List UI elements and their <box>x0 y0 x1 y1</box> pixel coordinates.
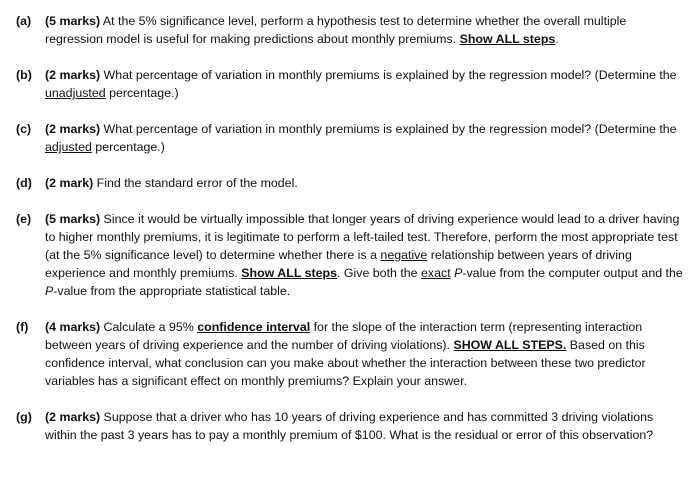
question-label: (d) <box>16 176 32 190</box>
question-label: (a) <box>16 14 32 28</box>
question-label: (c) <box>16 122 32 136</box>
question-label: (g) <box>16 410 32 424</box>
question-text <box>45 210 686 300</box>
marks: (2 marks) <box>45 410 101 424</box>
text: Suppose that a driver who has 10 years of driving experience and has committed 3 driving violations within the past 3 years has to pay a monthly premium of $100. What is the residual or error of this observation? <box>45 410 654 442</box>
question-f <box>16 318 686 390</box>
underlined-word: exact <box>421 266 451 280</box>
text: Calculate a 95% <box>100 320 198 334</box>
text: percentage.) <box>91 140 165 154</box>
question-text <box>45 174 686 192</box>
marks: (2 marks) <box>45 122 101 136</box>
question-g <box>16 408 686 444</box>
emphasis: Show ALL steps <box>459 32 556 46</box>
question-text <box>45 12 686 48</box>
question-d <box>16 174 686 192</box>
emphasis: confidence interval <box>197 320 311 334</box>
emphasis: Show ALL steps <box>241 266 337 280</box>
italic-p: P <box>454 266 463 280</box>
text: -value from the computer output and the <box>462 266 683 280</box>
marks: (5 marks) <box>45 14 101 28</box>
italic-p: P <box>45 284 54 298</box>
text: Find the standard error of the model. <box>93 176 298 190</box>
question-b <box>16 66 686 102</box>
question-text <box>45 318 686 390</box>
text: What percentage of variation in monthly premiums is explained by the regression model? (Determine the <box>100 68 677 82</box>
marks: (4 marks) <box>45 320 101 334</box>
marks: (2 mark) <box>45 176 94 190</box>
text: Since it would be virtually impossible that longer years of driving experience would lead to a driver having to higher monthly premiums, it is legitimate to perform a left-tailed test. Therefore, perform the most appropriate test (at the 5% significance level) to determine whether there is a <box>45 212 680 262</box>
text: . <box>555 32 559 46</box>
question-text <box>45 120 686 156</box>
question-text <box>45 66 686 102</box>
text: for the slope of the interaction term (representing interaction between years of driving experience and the number of driving violations). <box>45 320 643 352</box>
emphasis: SHOW ALL STEPS. <box>453 338 567 352</box>
marks: (5 marks) <box>45 212 101 226</box>
question-label: (f) <box>16 320 29 334</box>
text: . Give both the <box>336 266 422 280</box>
text: Based on this confidence interval, what conclusion can you make about whether the interaction between these two predictor variables has a significant effect on monthly premiums? Explain your answer. <box>45 338 646 388</box>
question-c <box>16 120 686 156</box>
text: relationship between years of driving experience and monthly premiums. <box>45 248 632 280</box>
text: percentage.) <box>105 86 179 100</box>
text: -value from the appropriate statistical table. <box>53 284 291 298</box>
question-label: (e) <box>16 212 32 226</box>
question-label: (b) <box>16 68 32 82</box>
underlined-word: unadjusted <box>45 86 106 100</box>
question-text <box>45 408 686 444</box>
question-a <box>16 12 686 48</box>
underlined-word: negative <box>380 248 428 262</box>
question-e <box>16 210 686 300</box>
text: At the 5% significance level, perform a hypothesis test to determine whether the overall multiple regression model is useful for making predictions about monthly premiums. <box>45 14 627 46</box>
text: What percentage of variation in monthly premiums is explained by the regression model? (Determine the <box>100 122 677 136</box>
underlined-word: adjusted <box>45 140 92 154</box>
marks: (2 marks) <box>45 68 101 82</box>
